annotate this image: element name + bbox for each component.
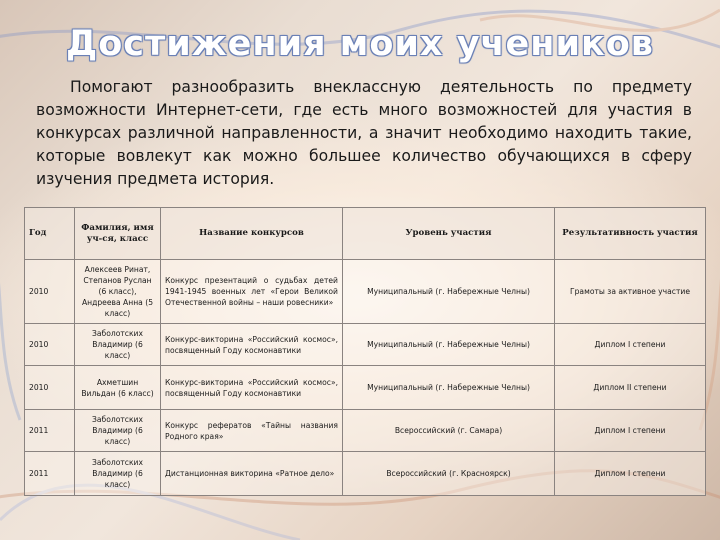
cell-year: 2010	[25, 366, 75, 410]
header-year: Год	[25, 208, 75, 260]
cell-contest: Конкурс рефератов «Тайны названия Родного края»	[161, 410, 343, 452]
header-result: Результативность участия	[555, 208, 706, 260]
cell-contest: Конкурс-викторина «Российский космос», посвященный Году космонавтики	[161, 366, 343, 410]
cell-contest: Конкурс-викторина «Российский космос», посвященный Году космонавтики	[161, 324, 343, 366]
cell-level: Муниципальный (г. Набережные Челны)	[343, 260, 555, 324]
cell-year: 2011	[25, 452, 75, 496]
intro-paragraph: Помогают разнообразить внеклассную деятельность по предмету возможности Интернет-сети, где есть много возможностей для участия в конкурсах различной направленности, а значит необходимо находить такие, которые вовлекут как можно большее количество обучающихся в сферу изучения предмета история.	[36, 78, 692, 188]
cell-student: Заболотских Владимир (6 класс)	[75, 324, 161, 366]
cell-student: Алексеев Ринат, Степанов Руслан (6 класс), Андреева Анна (5 класс)	[75, 260, 161, 324]
cell-level: Муниципальный (г. Набережные Челны)	[343, 324, 555, 366]
cell-contest: Дистанционная викторина «Ратное дело»	[161, 452, 343, 496]
cell-level: Всероссийский (г. Красноярск)	[343, 452, 555, 496]
table-header-row	[25, 208, 706, 260]
cell-student: Заболотских Владимир (6 класс)	[75, 452, 161, 496]
table-row	[25, 324, 706, 366]
table-row	[25, 260, 706, 324]
cell-year: 2011	[25, 410, 75, 452]
cell-student: Ахметшин Вильдан (6 класс)	[75, 366, 161, 410]
cell-contest: Конкурс презентаций о судьбах детей 1941-1945 военных лет «Герои Великой Отечественной войны – наши ровесники»	[161, 260, 343, 324]
cell-student: Заболотских Владимир (6 класс)	[75, 410, 161, 452]
cell-result: Диплом II степени	[555, 366, 706, 410]
cell-year: 2010	[25, 324, 75, 366]
cell-level: Муниципальный (г. Набережные Челны)	[343, 366, 555, 410]
cell-result: Грамоты за активное участие	[555, 260, 706, 324]
header-level: Уровень участия	[343, 208, 555, 260]
achievements-table	[24, 207, 706, 496]
page-title: Достижения моих учеников	[66, 24, 654, 64]
cell-result: Диплом I степени	[555, 452, 706, 496]
header-contest: Название конкурсов	[161, 208, 343, 260]
table-row	[25, 452, 706, 496]
cell-result: Диплом I степени	[555, 324, 706, 366]
table-row	[25, 366, 706, 410]
header-student: Фамилия, имя уч-ся, класс	[75, 208, 161, 260]
table-row	[25, 410, 706, 452]
cell-level: Всероссийский (г. Самара)	[343, 410, 555, 452]
cell-result: Диплом I степени	[555, 410, 706, 452]
cell-year: 2010	[25, 260, 75, 324]
